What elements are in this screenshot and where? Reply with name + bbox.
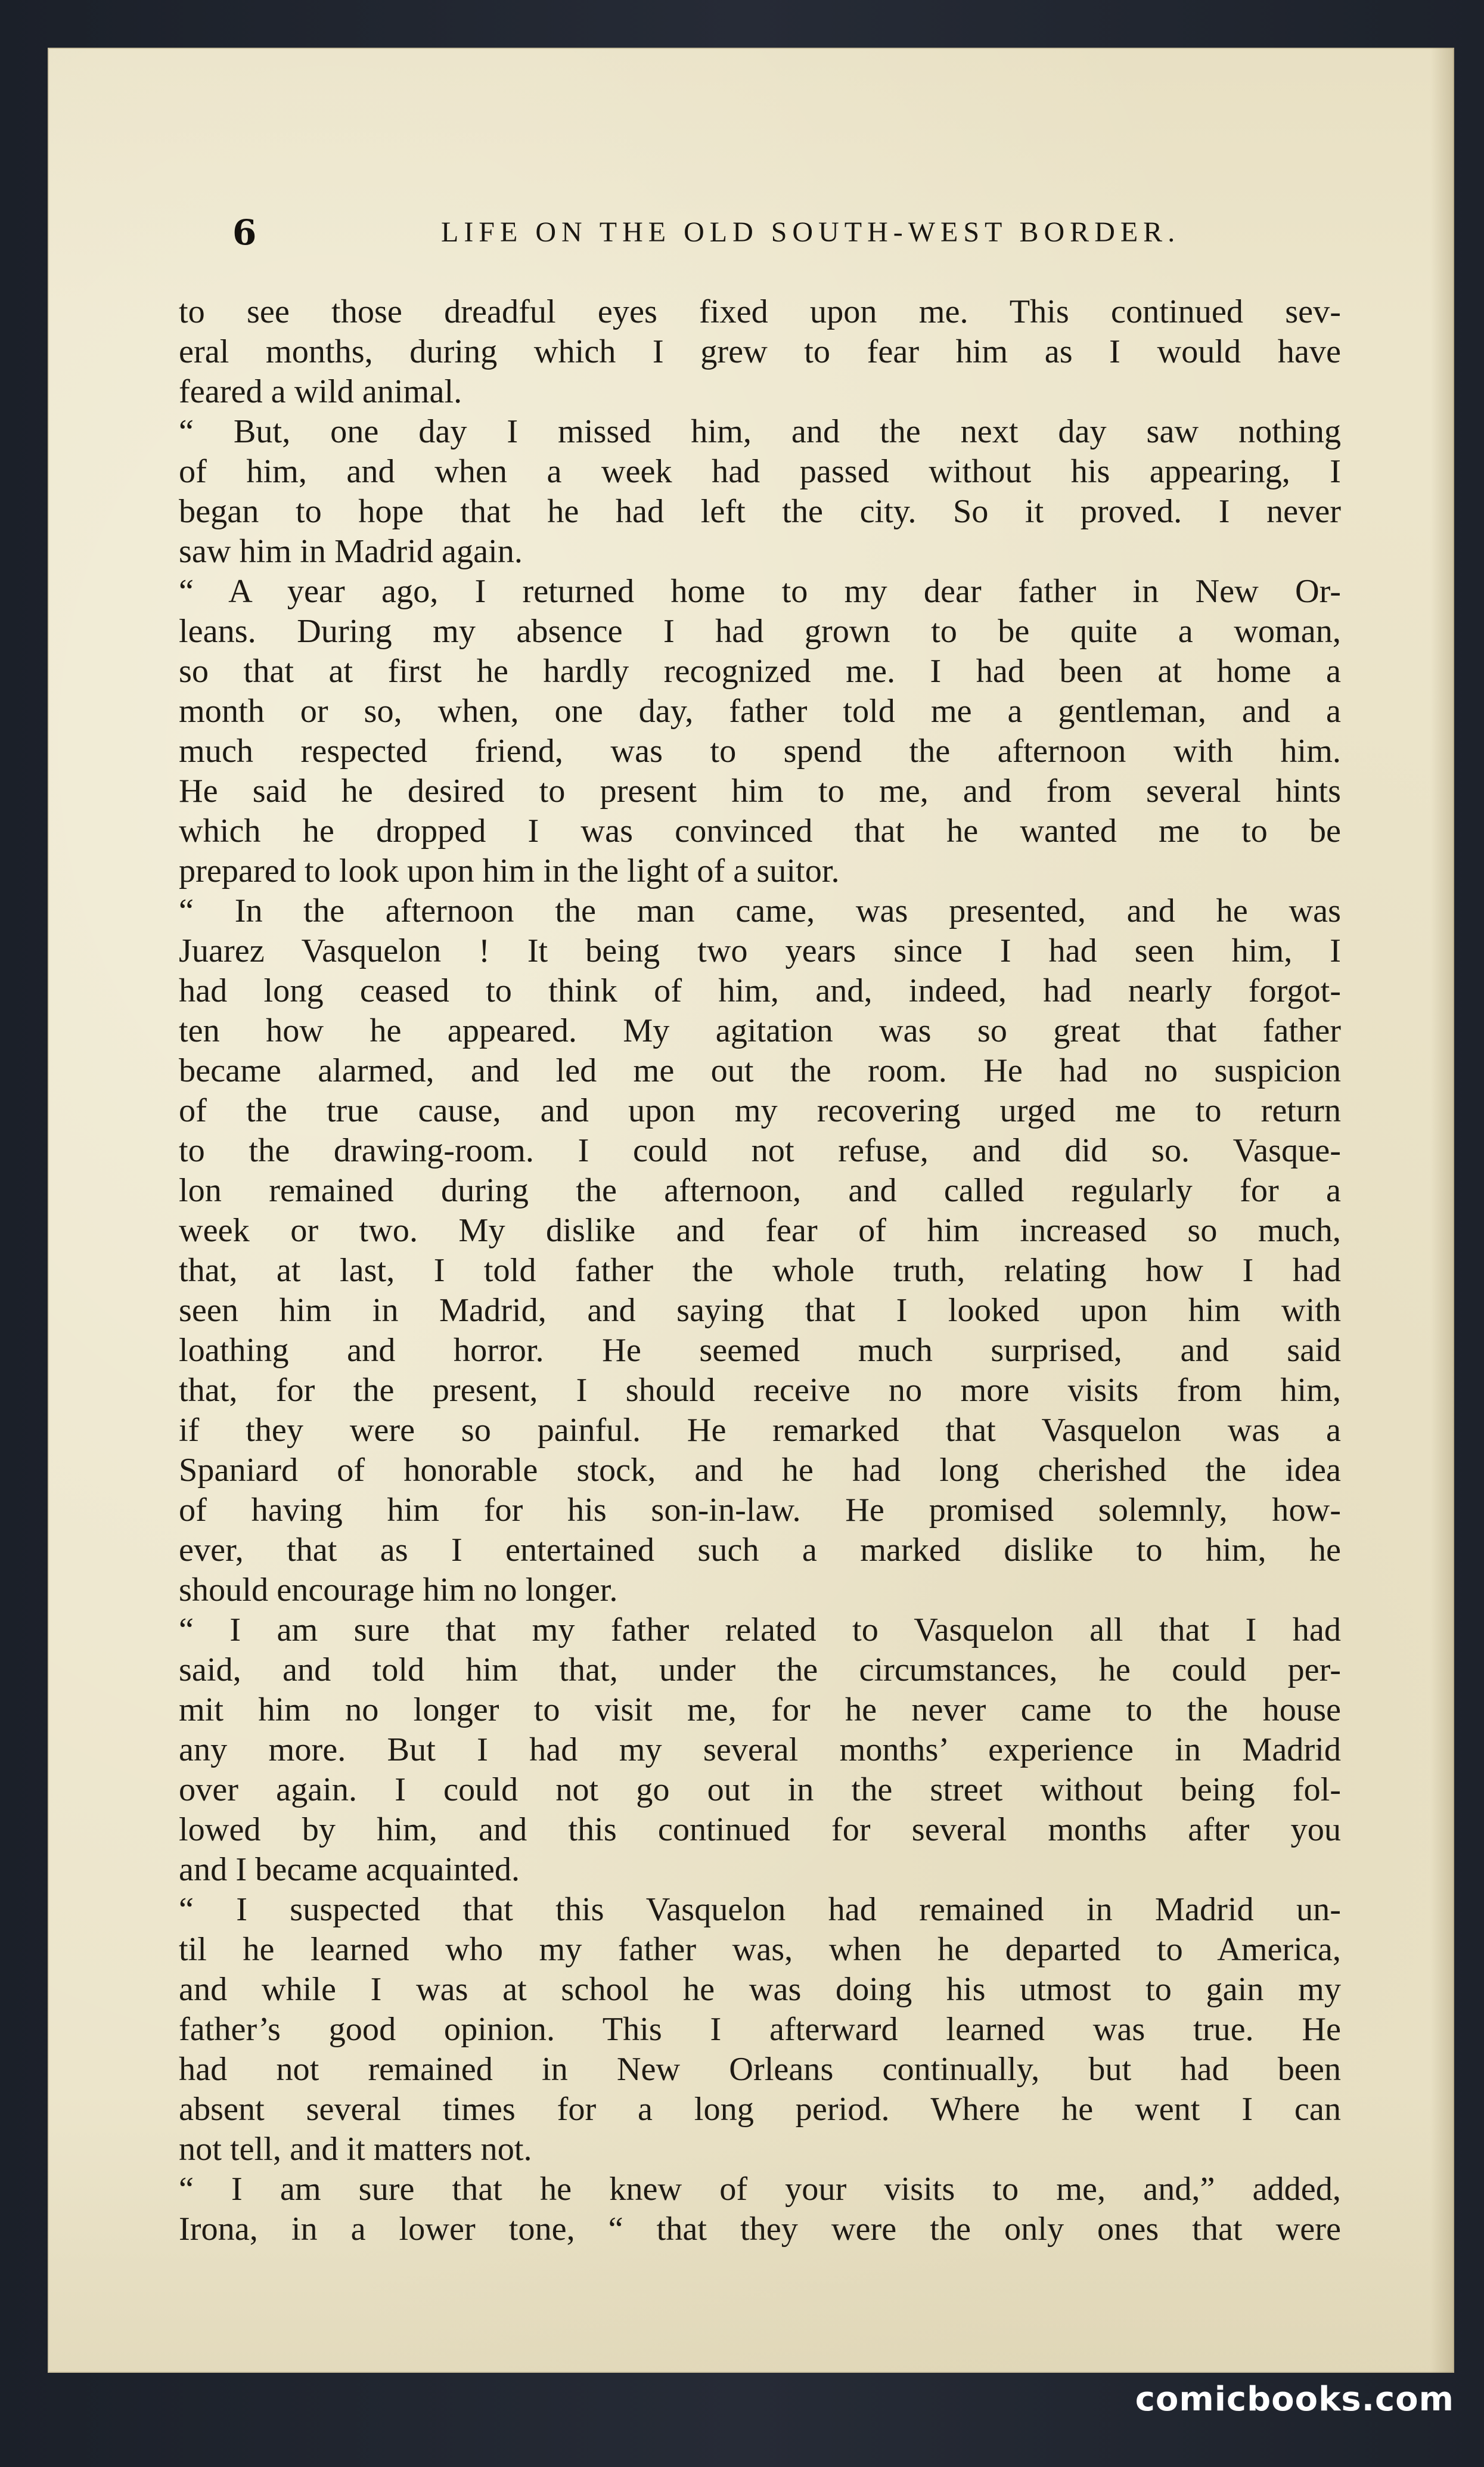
text-line: eral months, during which I grew to fear him as I would have: [179, 333, 1341, 370]
running-head-title: LIFE ON THE OLD SOUTH-WEST BORDER.: [441, 216, 1181, 248]
text-line: if they were so painful. He remarked that Vasquelon was a: [179, 1412, 1341, 1449]
text-line: ten how he appeared. My agitation was so great that father: [179, 1012, 1341, 1049]
page-edge-shadow: [1430, 48, 1454, 2373]
text-line: that, at last, I told father the whole truth, relating how I had: [179, 1252, 1341, 1289]
text-line: of having him for his son-in-law. He promised solemnly, how-: [179, 1492, 1341, 1529]
text-line: “ In the afternoon the man came, was presented, and he was: [179, 892, 1341, 929]
text-line: began to hope that he had left the city. So it proved. I never: [179, 493, 1341, 530]
text-line: which he dropped I was convinced that he wanted me to be: [179, 813, 1341, 850]
text-line: so that at first he hardly recognized me. I had been at home a: [179, 653, 1341, 690]
text-line: til he learned who my father was, when he departed to America,: [179, 1931, 1341, 1968]
text-line: not tell, and it matters not.: [179, 2131, 532, 2168]
text-line: week or two. My dislike and fear of him increased so much,: [179, 1212, 1341, 1249]
text-line: saw him in Madrid again.: [179, 533, 523, 570]
body-text: [179, 292, 1341, 2249]
text-line: said, and told him that, under the circumstances, he could per-: [179, 1651, 1341, 1688]
text-line: and I became acquainted.: [179, 1851, 520, 1888]
text-line: Juarez Vasquelon ! It being two years since I had seen him, I: [179, 932, 1341, 969]
text-line: lon remained during the afternoon, and called regularly for a: [179, 1172, 1341, 1209]
text-line: ever, that as I entertained such a marked dislike to him, he: [179, 1532, 1341, 1569]
text-line: feared a wild animal.: [179, 373, 462, 410]
text-line: Spaniard of honorable stock, and he had long cherished the idea: [179, 1452, 1341, 1489]
text-line: of the true cause, and upon my recovering urged me to return: [179, 1092, 1341, 1129]
running-head: [185, 209, 1365, 256]
text-line: seen him in Madrid, and saying that I looked upon him with: [179, 1292, 1341, 1329]
text-line: Irona, in a lower tone, “ that they were the only ones that were: [179, 2211, 1341, 2248]
site-watermark: comicbooks.com: [1135, 2380, 1454, 2419]
text-line: and while I was at school he was doing his utmost to gain my: [179, 1971, 1341, 2008]
text-line: that, for the present, I should receive no more visits from him,: [179, 1372, 1341, 1409]
text-line: absent several times for a long period. Where he went I can: [179, 2091, 1341, 2128]
text-line: “ I suspected that this Vasquelon had remained in Madrid un-: [179, 1891, 1341, 1928]
text-line: leans. During my absence I had grown to be quite a woman,: [179, 613, 1341, 650]
text-line: “ But, one day I missed him, and the next day saw nothing: [179, 413, 1341, 450]
text-line: He said he desired to present him to me, and from several hints: [179, 773, 1341, 810]
text-line: month or so, when, one day, father told me a gentleman, and a: [179, 693, 1341, 730]
text-line: had long ceased to think of him, and, indeed, had nearly forgot-: [179, 972, 1341, 1009]
text-line: became alarmed, and led me out the room. He had no suspicion: [179, 1052, 1341, 1089]
text-line: mit him no longer to visit me, for he never came to the house: [179, 1691, 1341, 1728]
text-line: lowed by him, and this continued for several months after you: [179, 1811, 1341, 1848]
text-line: should encourage him no longer.: [179, 1572, 618, 1608]
text-line: loathing and horror. He seemed much surprised, and said: [179, 1332, 1341, 1369]
text-line: “ I am sure that my father related to Vasquelon all that I had: [179, 1611, 1341, 1648]
text-line: father’s good opinion. This I afterward learned was true. He: [179, 2011, 1341, 2048]
text-line: “ I am sure that he knew of your visits to me, and,” added,: [179, 2171, 1341, 2208]
text-line: over again. I could not go out in the street without being fol-: [179, 1771, 1341, 1808]
text-line: much respected friend, was to spend the afternoon with him.: [179, 733, 1341, 770]
text-line: prepared to look upon him in the light of a suitor.: [179, 853, 840, 890]
text-line: to see those dreadful eyes fixed upon me. This continued sev-: [179, 293, 1341, 330]
text-line: “ A year ago, I returned home to my dear father in New Or-: [179, 573, 1341, 610]
page-number: 6: [232, 212, 257, 253]
text-line: to the drawing-room. I could not refuse, and did so. Vasque-: [179, 1132, 1341, 1169]
text-line: had not remained in New Orleans continually, but had been: [179, 2051, 1341, 2088]
text-line: any more. But I had my several months’ experience in Madrid: [179, 1731, 1341, 1768]
text-line: of him, and when a week had passed without his appearing, I: [179, 453, 1341, 490]
